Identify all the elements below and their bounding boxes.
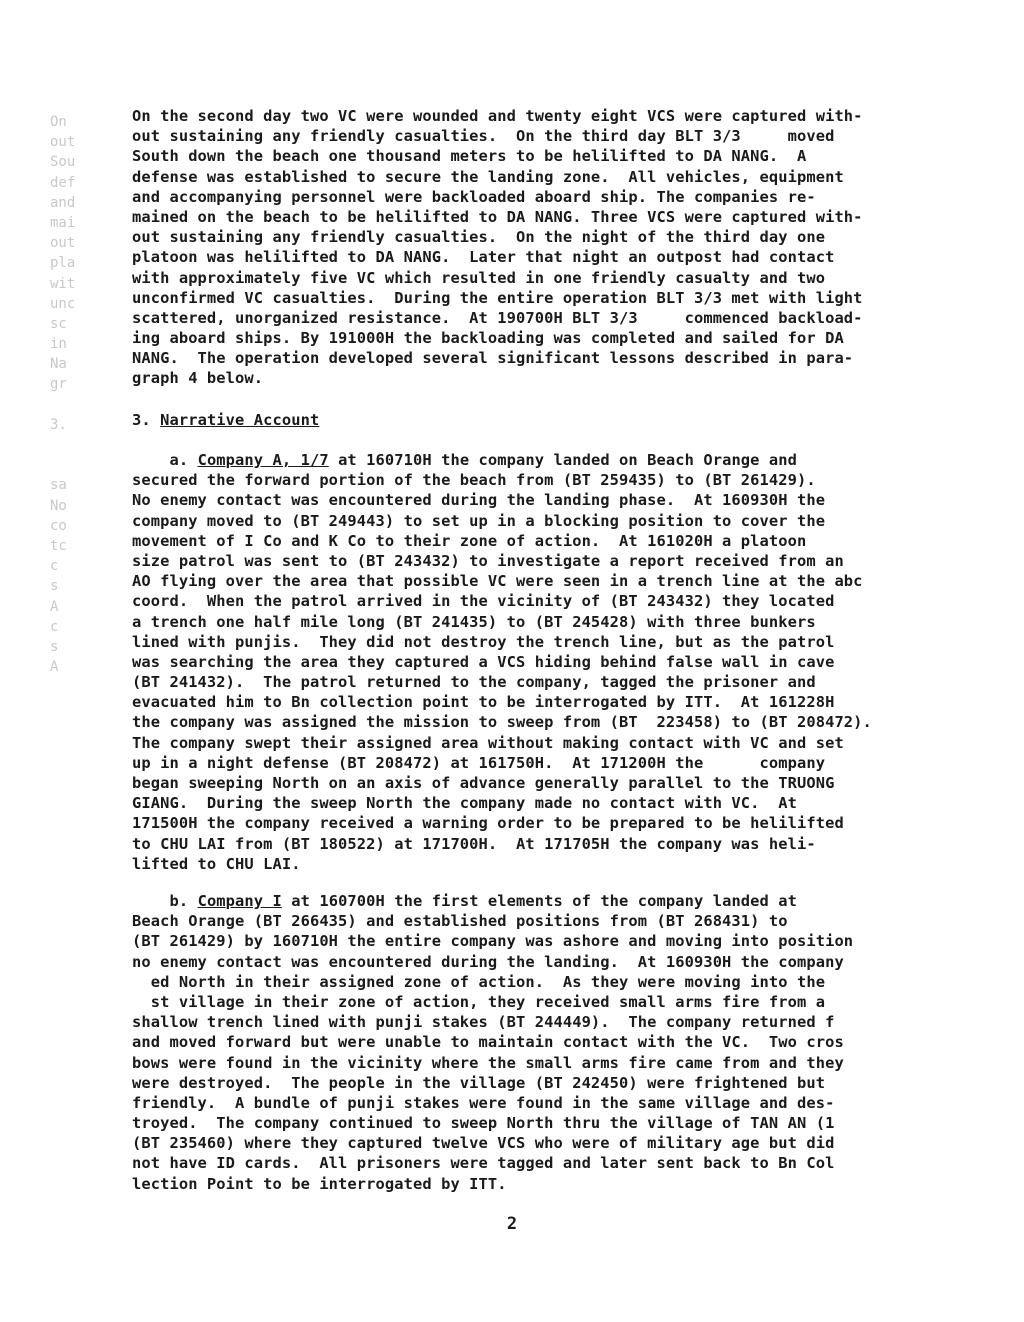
text-line: GIANG. During the sweep North the company made no contact with VC. At (132, 794, 797, 813)
text-line: (BT 261429) by 160710H the entire company was ashore and moving into position (132, 932, 854, 951)
bleed-fragment: c (50, 558, 59, 575)
paragraph-a-first-text: at 160710H the company landed on Beach Orange and (328, 451, 797, 469)
text-line: out sustaining any friendly casualties. On the third day BLT 3/3 moved (132, 127, 835, 146)
bleed-fragment: sc (50, 315, 67, 332)
text-line: were destroyed. The people in the village (BT 242450) were frightened but (132, 1073, 826, 1092)
text-line: Beach Orange (BT 266435) and established positions from (BT 268431) to (132, 912, 788, 931)
bleed-fragment: Sou (50, 154, 76, 171)
text-line: (BT 241432). The patrol returned to the company, tagged the prisoner and (132, 673, 816, 692)
bleed-fragment: c (50, 618, 59, 635)
text-line: not have ID cards. All prisoners were tagged and later sent back to Bn Col (132, 1154, 835, 1173)
paragraph-a-label: a. (169, 451, 189, 469)
paragraph-a-body (132, 470, 932, 874)
bleed-fragment: pla (50, 255, 76, 272)
text-line: coord. When the patrol arrived in the vicinity of (BT 243432) they located (132, 592, 835, 611)
text-line: began sweeping North on an axis of advance generally parallel to the TRUONG (132, 774, 835, 792)
text-line: the company was assigned the mission to sweep from (BT 223458) to (BT 208472). (132, 713, 872, 732)
bleed-fragment: tc (50, 537, 67, 554)
bleed-fragment: and (50, 194, 76, 211)
text-line: size patrol was sent to (BT 243432) to investigate a report received from an (132, 551, 844, 570)
paragraph-b-label: b. (169, 892, 189, 910)
bleed-fragment (50, 395, 90, 415)
text-line: NANG. The operation developed several significant lessons described in para- (132, 349, 854, 368)
text-line: out sustaining any friendly casualties. On the night of the third day one (132, 228, 826, 247)
text-line: On the second day two VC were wounded and twenty eight VCS were captured with- (132, 107, 863, 125)
text-line: to CHU LAI from (BT 180522) at 171700H. At 171705H the company was heli- (132, 834, 816, 853)
text-line: shallow trench lined with punji stakes (BT 244449). The company returned f (132, 1013, 835, 1032)
text-line: friendly. A bundle of punji stakes were found in the same village and des- (132, 1093, 835, 1112)
paragraph-a (132, 450, 932, 874)
bleed-fragment: On (50, 114, 67, 130)
text-line: graph 4 below. (132, 369, 264, 388)
text-line: and accompanying personnel were backloaded aboard ship. The companies re- (132, 187, 816, 206)
text-line: AO flying over the area that possible VC were seen in a trench line at the abc (132, 572, 863, 591)
bleed-fragment: Na (50, 356, 67, 373)
text-line: with approximately five VC which resulted in one friendly casualty and two (132, 268, 826, 287)
text-line: evacuated him to Bn collection point to be interrogated by ITT. At 161228H (132, 693, 835, 712)
bleed-fragment: A (50, 598, 59, 615)
text-line: ing aboard ships. By 191000H the backloading was completed and sailed for DA (132, 329, 844, 348)
text-line: lined with punjis. They did not destroy the trench line, but as the patrol (132, 632, 835, 651)
text-line: defense was established to secure the landing zone. All vehicles, equipment (132, 167, 844, 186)
paragraph-a-unit: Company A, 1/7 (197, 451, 329, 469)
text-line: secured the forward portion of the beach from (BT 259435) to (BT 261429). (132, 471, 816, 490)
paragraph-a-first-line (132, 450, 932, 470)
bleed-fragment: out (50, 134, 76, 151)
text-line: South down the beach one thousand meters to be helilifted to DA NANG. A (132, 147, 807, 166)
text-line: mained on the beach to be helilifted to DA NANG. Three VCS were captured with- (132, 207, 863, 226)
text-line: was searching the area they captured a VCS hiding behind false wall in cave (132, 652, 835, 671)
intro-paragraph (132, 106, 932, 389)
text-line: and moved forward but were unable to maintain contact with the VC. Two cros (132, 1033, 844, 1052)
text-line: lection Point to be interrogated by ITT. (132, 1174, 507, 1193)
bleed-fragment: s (50, 638, 59, 655)
text-line: ed North in their assigned zone of action. As they were moving into the (132, 972, 826, 991)
text-line: troyed. The company continued to sweep North thru the village of TAN AN (1 (132, 1114, 835, 1133)
margin-bleed-through (50, 112, 90, 677)
text-line: 171500H the company received a warning order to be prepared to be helilifted (132, 814, 844, 833)
text-line: (BT 235460) where they captured twelve VCS who were of military age but did (132, 1134, 835, 1153)
bleed-fragment (50, 435, 90, 455)
section-heading (132, 410, 932, 430)
text-line: bows were found in the vicinity where the small arms fire came from and they (132, 1053, 844, 1072)
bleed-fragment: sa (50, 477, 67, 494)
text-line: The company swept their assigned area without making contact with VC and set (132, 733, 844, 752)
bleed-fragment: def (50, 174, 76, 191)
paragraph-b-first-text: at 160700H the first elements of the company landed at (281, 892, 798, 910)
text-line: lifted to CHU LAI. (132, 854, 301, 873)
bleed-fragment (50, 455, 90, 475)
bleed-fragment: co (50, 517, 67, 534)
bleed-fragment: unc (50, 295, 76, 312)
text-line: unconfirmed VC casualties. During the entire operation BLT 3/3 met with light (132, 288, 863, 307)
bleed-fragment: mai (50, 214, 76, 231)
text-line: No enemy contact was encountered during the landing phase. At 160930H the (132, 491, 826, 510)
section-title: Narrative Account (160, 411, 320, 429)
paragraph-b-first-line (132, 891, 932, 911)
text-line: company moved to (BT 249443) to set up in a blocking position to cover the (132, 511, 826, 530)
page-number: 2 (506, 1214, 518, 1234)
text-line: st village in their zone of action, they received small arms fire from a (132, 992, 826, 1011)
bleed-fragment: out (50, 235, 76, 252)
paragraph-b-unit: Company I (197, 892, 282, 910)
text-line: no enemy contact was encountered during the landing. At 160930H the company (132, 952, 844, 971)
text-line: movement of I Co and K Co to their zone of action. At 161020H a platoon (132, 531, 807, 550)
paragraph-b (132, 891, 932, 1194)
bleed-fragment: wit (50, 275, 76, 292)
text-line: up in a night defense (BT 208472) at 161750H. At 171200H the company (132, 753, 826, 772)
paragraph-b-body (132, 911, 932, 1194)
bleed-fragment: A (50, 659, 59, 676)
bleed-fragment: No (50, 497, 67, 514)
bleed-fragment: 3. (50, 416, 67, 433)
text-line: platoon was helilifted to DA NANG. Later that night an outpost had contact (132, 248, 835, 267)
text-line: scattered, unorganized resistance. At 190700H BLT 3/3 commenced backload- (132, 308, 863, 327)
bleed-fragment: in (50, 336, 67, 353)
bleed-fragment: s (50, 578, 59, 595)
section-number: 3. (132, 411, 151, 429)
text-line: a trench one half mile long (BT 241435) to (BT 245428) with three bunkers (132, 612, 816, 631)
bleed-fragment: gr (50, 376, 67, 393)
